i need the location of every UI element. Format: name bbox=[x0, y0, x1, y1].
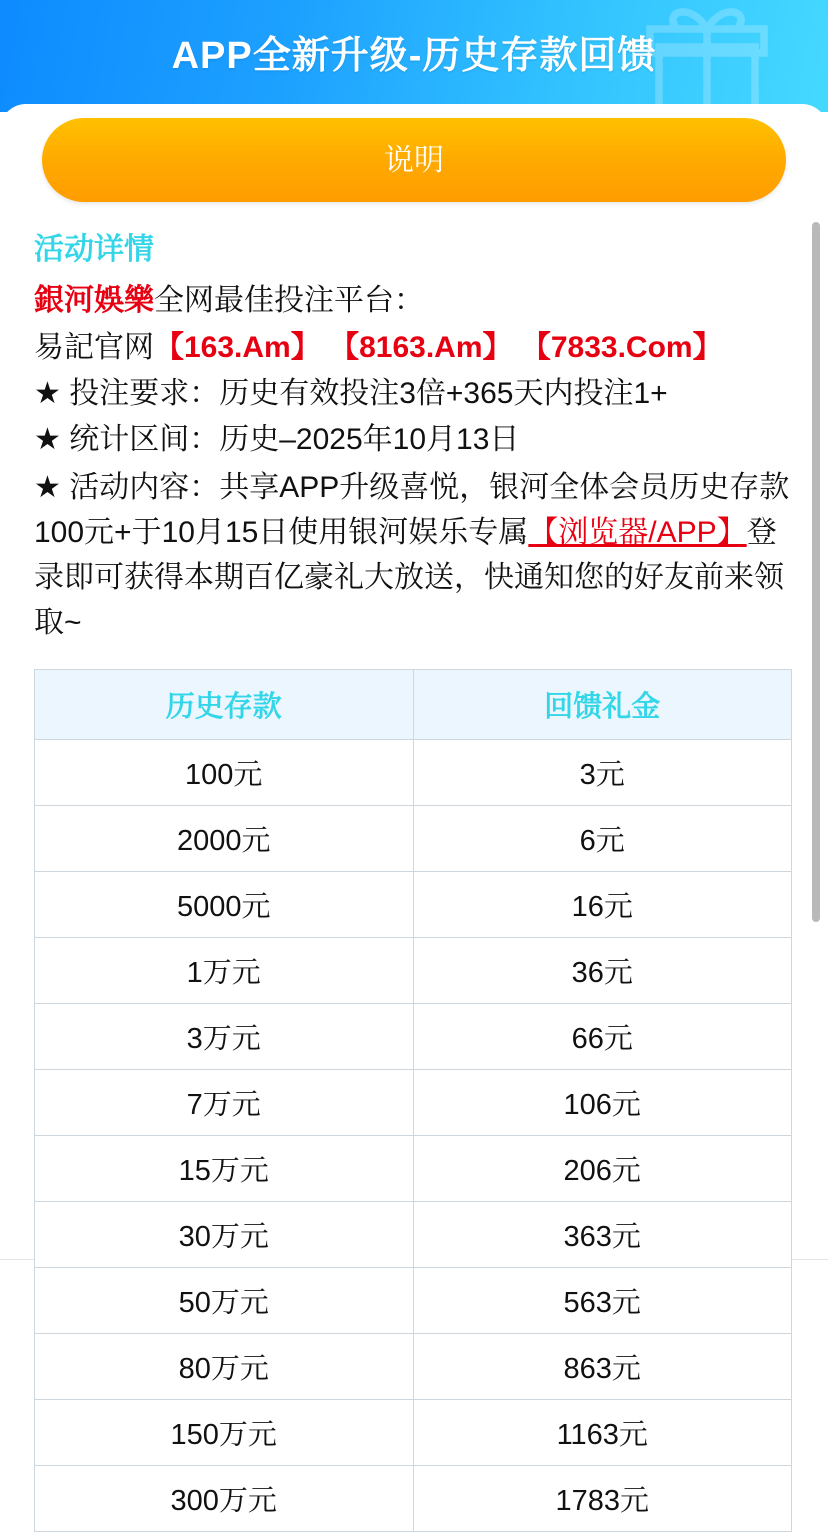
scrollbar-thumb[interactable] bbox=[812, 222, 820, 922]
bullet-statistics-period: ★ 统计区间：历史–2025年10月13日 bbox=[34, 423, 520, 457]
cell-deposit: 5000元 bbox=[35, 871, 414, 937]
cell-deposit: 30万元 bbox=[35, 1201, 414, 1267]
cell-deposit: 100元 bbox=[35, 739, 414, 805]
tab-instructions[interactable]: 说明 bbox=[42, 118, 786, 202]
table-row bbox=[35, 805, 792, 871]
reward-table bbox=[34, 669, 792, 1532]
table-row bbox=[35, 1201, 792, 1267]
cell-deposit: 50万元 bbox=[35, 1267, 414, 1333]
column-header-deposit: 历史存款 bbox=[35, 669, 414, 739]
header-bar bbox=[0, 0, 828, 112]
table-row bbox=[35, 1003, 792, 1069]
cell-reward: 6元 bbox=[413, 805, 792, 871]
section-title-details: 活动详情 bbox=[34, 233, 154, 266]
cell-reward: 3元 bbox=[413, 739, 792, 805]
table-row bbox=[35, 1135, 792, 1201]
table-header-row bbox=[35, 669, 792, 739]
cell-deposit: 1万元 bbox=[35, 937, 414, 1003]
domain-label: 易記官网 bbox=[34, 331, 154, 364]
cell-reward: 206元 bbox=[413, 1135, 792, 1201]
tab-bar bbox=[0, 104, 828, 212]
table-row bbox=[35, 1399, 792, 1465]
cell-reward: 563元 bbox=[413, 1267, 792, 1333]
cell-deposit: 150万元 bbox=[35, 1399, 414, 1465]
platform-line-rest: 全网最佳投注平台： bbox=[154, 284, 424, 317]
cell-deposit: 2000元 bbox=[35, 805, 414, 871]
cell-deposit: 3万元 bbox=[35, 1003, 414, 1069]
cell-reward: 36元 bbox=[413, 937, 792, 1003]
column-header-reward: 回馈礼金 bbox=[413, 669, 792, 739]
bullet-betting-requirement: ★ 投注要求：历史有效投注3倍+365天内投注1+ bbox=[34, 377, 668, 410]
bullet-activity-content bbox=[34, 465, 798, 645]
content-card bbox=[0, 104, 828, 1517]
activity-content-prefix: ★ 活动内容：共享APP升级喜悦，银河全体会员历史存款100元+于10月15日使用银河娱乐专属 bbox=[34, 470, 790, 549]
cell-reward: 1783元 bbox=[413, 1465, 792, 1531]
cell-reward: 106元 bbox=[413, 1069, 792, 1135]
cell-deposit: 7万元 bbox=[35, 1069, 414, 1135]
platform-line bbox=[34, 278, 798, 323]
page-title: APP全新升级-历史存款回馈 bbox=[171, 35, 657, 77]
domain-2[interactable]: 【8163.Am】 bbox=[329, 331, 513, 364]
cell-reward: 363元 bbox=[413, 1201, 792, 1267]
brand-name: 銀河娛樂 bbox=[34, 284, 154, 317]
domain-line bbox=[34, 325, 798, 370]
cell-reward: 16元 bbox=[413, 871, 792, 937]
cell-reward: 66元 bbox=[413, 1003, 792, 1069]
domain-1[interactable]: 【163.Am】 bbox=[154, 331, 321, 364]
cell-deposit: 80万元 bbox=[35, 1333, 414, 1399]
table-row bbox=[35, 1069, 792, 1135]
cell-reward: 863元 bbox=[413, 1333, 792, 1399]
table-row bbox=[35, 871, 792, 937]
table-row bbox=[35, 1465, 792, 1531]
table-row bbox=[35, 1333, 792, 1399]
activity-content-suffix: 登录即可获得本期百亿豪礼大放送，快通知您的好友前来领取~ bbox=[34, 515, 784, 639]
scroll-area[interactable] bbox=[0, 212, 828, 1517]
cell-reward: 1163元 bbox=[413, 1399, 792, 1465]
table-row bbox=[35, 739, 792, 805]
table-row bbox=[35, 937, 792, 1003]
browser-app-link[interactable]: 【浏览器/APP】 bbox=[528, 515, 747, 549]
table-body bbox=[35, 739, 792, 1531]
table-row bbox=[35, 1267, 792, 1333]
cell-deposit: 300万元 bbox=[35, 1465, 414, 1531]
domain-3[interactable]: 【7833.Com】 bbox=[520, 331, 723, 364]
cell-deposit: 15万元 bbox=[35, 1135, 414, 1201]
